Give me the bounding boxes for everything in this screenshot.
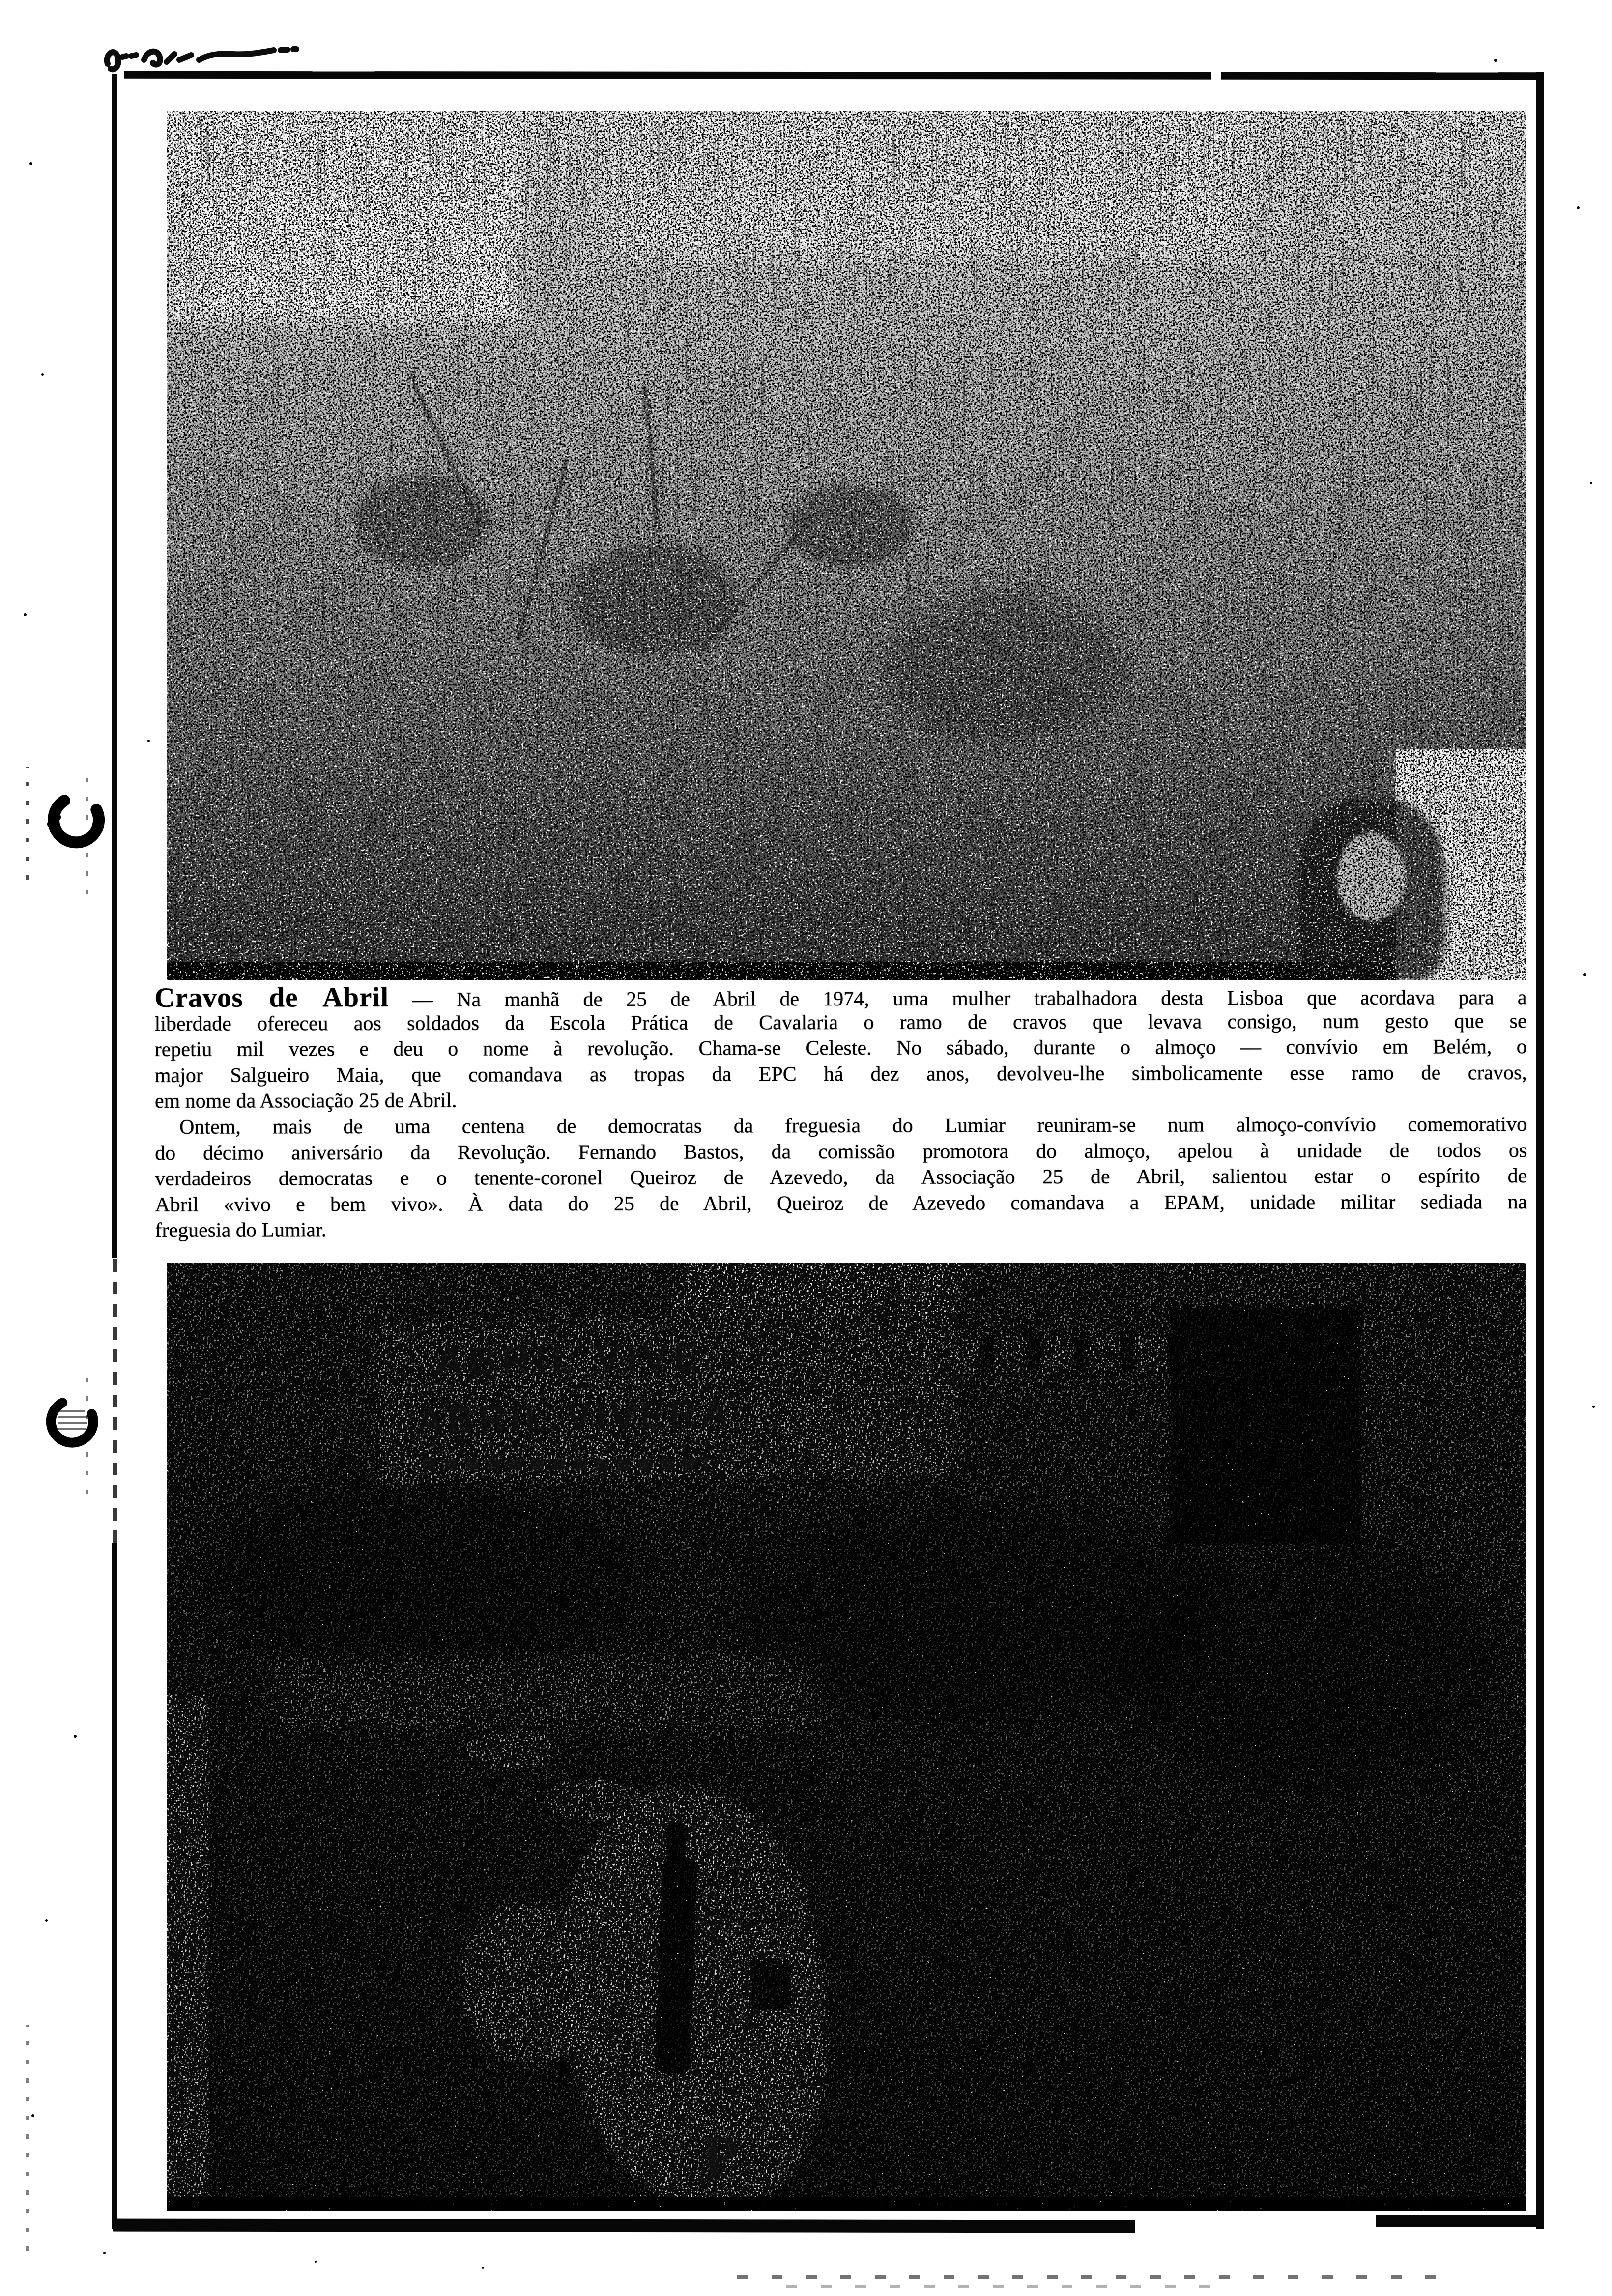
photo-crowd-with-carnations [167, 111, 1526, 980]
hole-punch-mark-upper [44, 789, 111, 855]
photo1-halftone-noise [167, 111, 1526, 980]
margin-speck [31, 2114, 34, 2117]
margin-dotted-line [86, 767, 88, 894]
hole-punch-mark-lower [42, 1393, 106, 1457]
scan-frame-bottom-right-segment [1376, 2215, 1544, 2227]
margin-speck [24, 613, 27, 616]
article-line: freguesia do Lumiar. [155, 1219, 327, 1242]
article-line: em nome da Associação 25 de Abril. [154, 1090, 457, 1113]
photo-commemorative-lunch [167, 1263, 1526, 2211]
margin-speck [103, 2252, 106, 2254]
margin-dotted-line [86, 1371, 88, 1494]
banner-text-line1: ABRIL VIVE [434, 1335, 705, 1383]
scan-frame-top-gap [1211, 71, 1221, 80]
scanner-artifact-dashes [737, 2275, 1450, 2279]
article-text-block [154, 982, 1527, 1244]
article-line: repetiu mil vezes e deu o nome à revolução. Chama-se Celeste. No sábado, durante o almoço — convívio em Belém, o [154, 1035, 1527, 1062]
margin-speck [74, 1735, 77, 1738]
margin-speck [29, 162, 32, 165]
scan-frame-left-upper [112, 74, 117, 1258]
article-line: major Salgueiro Maia, que comandava as tropas da EPC há dez anos, devolveu-lhe simbolicamente esse ramo de cravos, [154, 1061, 1527, 1087]
tablecloth-letter: P [699, 2122, 743, 2191]
article-line: liberdade ofereceu aos soldados da Escola Prática de Cavalaria o ramo de cravos que levava consigo, num gesto que se [154, 1009, 1527, 1035]
margin-dotted-line [26, 767, 29, 880]
scan-frame-left-faint [113, 1258, 117, 1543]
margin-speck [482, 2267, 484, 2269]
article-line [154, 982, 1526, 1011]
margin-speck [147, 740, 150, 742]
article-line: Abril «vivo e bem vivo». À data do 25 de Abril, Queiroz de Azevedo comandava a EPAM, unidade militar sediada na [155, 1190, 1527, 1216]
margin-speck [45, 1919, 48, 1922]
scan-frame-bottom-left-segment [113, 2219, 1135, 2233]
margin-speck [315, 2261, 317, 2263]
margin-speck [1592, 1406, 1595, 1408]
margin-speck [1583, 973, 1586, 976]
article-line: verdadeiros democratas e o tenente-coronel Queiroz de Azevedo, da Associação 25 de Abril, salientou estar o espírito de [155, 1165, 1527, 1191]
scanner-artifact-dashes [786, 2285, 1229, 2288]
article-line: do décimo aniversário da Revolução. Fernando Bastos, da comissão promotora do almoço, apelou à unidade de todos os [155, 1139, 1527, 1165]
scan-frame-left-lower [112, 1543, 117, 2229]
margin-speck [1494, 59, 1497, 62]
banner-text-line2: ABRIL VIVERÁ [414, 1391, 733, 1443]
margin-speck [1577, 206, 1580, 209]
margin-speck [41, 373, 44, 376]
scan-frame-top [124, 71, 1542, 80]
banner-subline-illegible [423, 1459, 708, 1470]
margin-speck [1590, 482, 1592, 484]
article-line-text: — Na manhã de 25 de Abril de 1974, uma mulher trabalhadora desta Lisboa que acordava para a [412, 986, 1527, 1011]
article-headline: Cravos de Abril [154, 981, 389, 1013]
photo2-halftone-noise [167, 1263, 1526, 2211]
margin-dotted-line [26, 2025, 29, 2251]
scan-frame-right [1536, 72, 1544, 2229]
article-line: Ontem, mais de uma centena de democratas da freguesia do Lumiar reuniram-se num almoço-convívio comemorativo [179, 1113, 1527, 1139]
